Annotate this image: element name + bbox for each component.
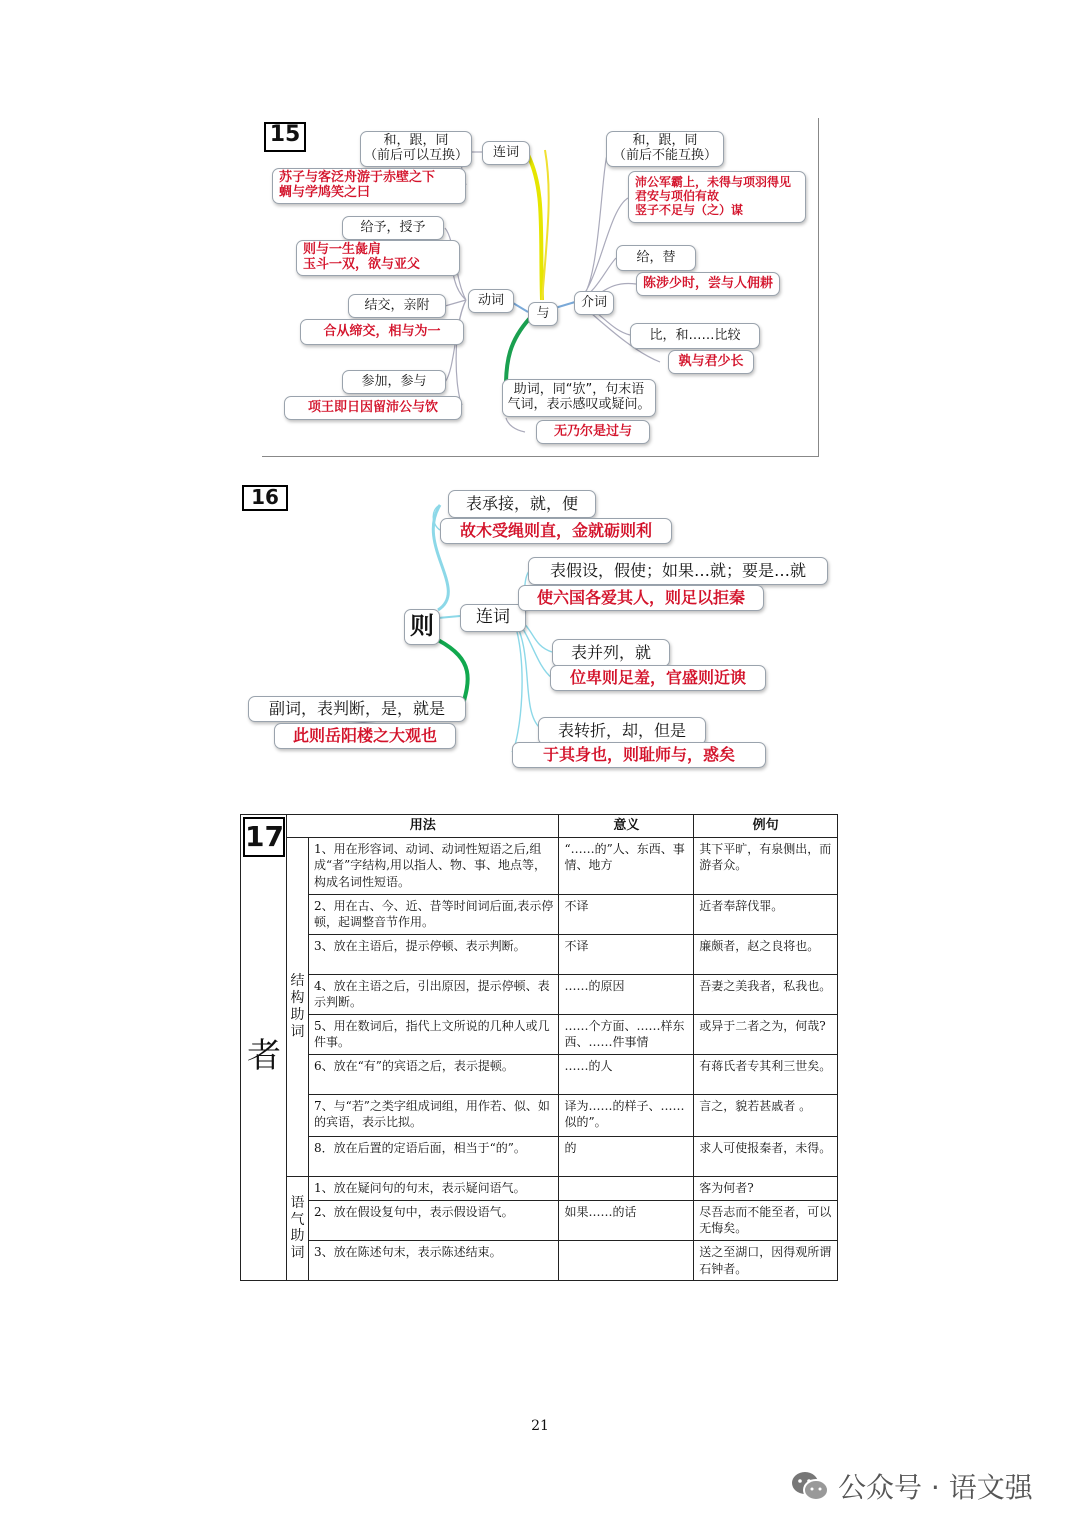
cell-meaning xyxy=(559,1240,694,1280)
node-15-prep-e1: 沛公军霸上，未得与项羽得见 君安与项伯有故 竖子不足与（之）谋 xyxy=(628,171,806,223)
node-15-prep-e3: 孰与君少长 xyxy=(668,350,754,374)
node-15-prep-d1: 和，跟，同 （前后不能互换） xyxy=(606,131,724,167)
cell-example: 送之至湖口，因得观所谓石钟者。 xyxy=(694,1240,838,1280)
cell-meaning: 译为……的样子、……似的”。 xyxy=(559,1094,694,1136)
cell-usage: 2、放在假设复句中，表示假设语气。 xyxy=(308,1200,558,1240)
cell-example: 言之，貌若甚戚者 。 xyxy=(694,1094,838,1136)
node-15-particle: 助词，同“欤”，句末语 气词，表示感叹或疑问。 xyxy=(502,379,656,417)
cell-usage: 7、与“若”之类字组成词组，用作若、似、如的宾语，表示比拟。 xyxy=(308,1094,558,1136)
node-16-b1-ex: 故木受绳则直，金就砺则利 xyxy=(440,518,672,544)
node-16-b1-def: 表承接，就，便 xyxy=(448,490,596,518)
node-15-verb-d1: 给予，授予 xyxy=(342,216,444,240)
node-16-adv-ex: 此则岳阳楼之大观也 xyxy=(274,723,456,749)
watermark xyxy=(790,1466,1033,1506)
group-structural-particle: 结 构 助 词 xyxy=(286,837,308,1176)
node-15-center: 与 xyxy=(528,302,558,326)
node-16-b4-ex: 于其身也，则耻师与，惑矣 xyxy=(512,742,766,768)
section-number-17: 17 xyxy=(243,817,285,857)
section-number-15: 15 xyxy=(264,122,306,152)
cell-usage: 5、用在数词后，指代上文所说的几种人或几件事。 xyxy=(308,1014,558,1054)
cell-usage: 1、放在疑问句的句末，表示疑问语气。 xyxy=(308,1176,558,1200)
cell-usage: 6、放在“有”的宾语之后，表示提顿。 xyxy=(308,1054,558,1094)
cell-usage: 1、用在形容词、动词、动词性短语之后,组成“者”字结构,用以指人、物、事、地点等，构成名词性短语。 xyxy=(308,837,558,894)
cell-example: 其下平旷，有泉侧出，而游者众。 xyxy=(694,837,838,894)
cell-meaning: “……的”人、东西、事情、地方 xyxy=(559,837,694,894)
cell-meaning: 不译 xyxy=(559,934,694,974)
cell-meaning: 的 xyxy=(559,1136,694,1176)
node-16-conj: 连词 xyxy=(460,604,526,632)
table-row xyxy=(241,1094,838,1136)
table-row xyxy=(241,1136,838,1176)
node-15-verb-e3: 项王即日因留沛公与饮 xyxy=(284,396,462,420)
char-column xyxy=(241,815,287,1281)
wechat-icon xyxy=(790,1470,830,1502)
cell-usage: 3、放在主语后，提示停顿、表示判断。 xyxy=(308,934,558,974)
cell-meaning: ……的人 xyxy=(559,1054,694,1094)
node-16-b4-def: 表转折，却，但是 xyxy=(538,717,706,745)
cell-usage: 8．放在后置的定语后面，相当于“的”。 xyxy=(308,1136,558,1176)
section-number-16: 16 xyxy=(242,485,288,511)
node-15-verb-d2: 结交，亲附 xyxy=(348,294,446,318)
table-row xyxy=(241,837,838,894)
node-15-conj-def: 和，跟，同 （前后可以互换） xyxy=(360,131,472,167)
table-row xyxy=(241,1240,838,1280)
cell-example: 客为何者? xyxy=(694,1176,838,1200)
table-row xyxy=(241,1176,838,1200)
cell-meaning: 不译 xyxy=(559,894,694,934)
header-usage: 用法 xyxy=(286,815,558,838)
node-16-b2-def: 表假设，假使；如果…就；要是…就 xyxy=(528,557,828,585)
table-row xyxy=(241,1200,838,1240)
node-15-prep-e2: 陈涉少时，尝与人佣耕 xyxy=(636,272,780,296)
node-16-b2-ex: 使六国各爱其人，则足以拒秦 xyxy=(518,585,764,611)
cell-example: 吾妻之美我者，私我也。 xyxy=(694,974,838,1014)
cell-example: 求人可使报秦者，未得。 xyxy=(694,1136,838,1176)
cell-meaning: ……的原因 xyxy=(559,974,694,1014)
table-row xyxy=(241,1014,838,1054)
cell-example: 或异于二者之为，何哉? xyxy=(694,1014,838,1054)
table-row xyxy=(241,894,838,934)
node-16-b3-ex: 位卑则足羞，官盛则近谀 xyxy=(550,665,766,691)
node-15-conj-ex: 苏子与客泛舟游于赤壁之下 蜩与学鸠笑之曰 xyxy=(272,168,466,204)
node-15-prep-d2: 给，替 xyxy=(616,245,696,271)
cell-usage: 4、放在主语之后，引出原因，提示停顿、表示判断。 xyxy=(308,974,558,1014)
group-modal-particle: 语 气 助 词 xyxy=(286,1176,308,1280)
cell-meaning xyxy=(559,1176,694,1200)
cell-usage: 2、用在古、今、近、昔等时间词后面,表示停顿，起调整音节作用。 xyxy=(308,894,558,934)
cell-example: 尽吾志而不能至者，可以无悔矣。 xyxy=(694,1200,838,1240)
header-meaning: 意义 xyxy=(559,815,694,838)
cell-example: 有蒋氏者专其利三世矣。 xyxy=(694,1054,838,1094)
node-15-verb: 动词 xyxy=(468,289,514,313)
node-16-adv-def: 副词，表判断，是，就是 xyxy=(248,696,466,722)
node-15-conj: 连词 xyxy=(482,141,530,165)
cell-example: 廉颇者，赵之良将也。 xyxy=(694,934,838,974)
node-15-verb-e2: 合从缔交，相与为一 xyxy=(300,319,464,345)
usage-table-17 xyxy=(240,814,838,1281)
cell-usage: 3、放在陈述句末，表示陈述结束。 xyxy=(308,1240,558,1280)
cell-example: 近者奉辞伐罪。 xyxy=(694,894,838,934)
node-15-verb-d3: 参加，参与 xyxy=(342,370,446,394)
table-row xyxy=(241,934,838,974)
node-15-prep-d3: 比，和……比较 xyxy=(630,323,760,349)
header-example: 例句 xyxy=(694,815,838,838)
watermark-text: 公众号 · 语文强 xyxy=(838,1471,1033,1504)
cell-meaning: ……个方面、……样东西、……件事情 xyxy=(559,1014,694,1054)
node-15-prep: 介词 xyxy=(574,291,614,315)
table-row xyxy=(241,974,838,1014)
page-number: 21 xyxy=(531,1418,549,1434)
node-15-particle-ex: 无乃尔是过与 xyxy=(536,420,650,444)
node-16-b3-def: 表并列，就 xyxy=(552,639,670,667)
table-row xyxy=(241,1054,838,1094)
char-label: 者 xyxy=(247,1036,281,1076)
node-16-center: 则 xyxy=(404,609,440,645)
cell-meaning: 如果……的话 xyxy=(559,1200,694,1240)
node-15-verb-e1: 则与一生彘肩 玉斗一双，欲与亚父 xyxy=(296,240,460,276)
